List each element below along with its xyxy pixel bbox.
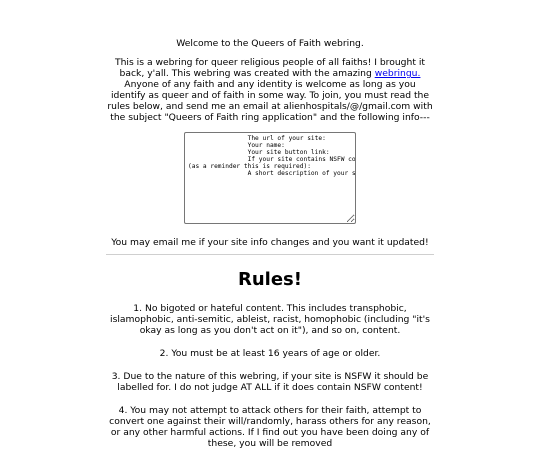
webringu-link[interactable]: webringu. xyxy=(374,68,421,79)
application-template-textarea[interactable] xyxy=(184,132,356,224)
divider xyxy=(106,254,434,255)
rule-item: 2. You must be at least 16 years of age or older. xyxy=(159,348,381,359)
rules-heading: Rules! xyxy=(238,269,302,290)
rule-item: 3. Due to the nature of this webring, if your site is NSFW it should be labelled for. I do not judge AT ALL if it does contain NSFW content! xyxy=(111,371,429,393)
page xyxy=(0,38,540,449)
application-template-container xyxy=(0,132,540,227)
intro-text-after: Anyone of any faith and any identity is welcome as long as you identify as queer and of faith in some way. To join, you must read the rules below, and send me an email at alienhospitals/@/gmail.com with the subject "Queers of Faith ring application" and the following info--- xyxy=(107,79,433,123)
intro-text-before: This is a webring for queer religious people of all faiths! I brought it back, y'all. This webring was created with the amazing xyxy=(114,57,426,79)
email-update-note: You may email me if your site info changes and you want it updated! xyxy=(111,237,429,248)
rule-item: 4. You may not attempt to attack others for their faith, attempt to convert one against their will/randomly, harass others for any reason, or any other harmful actions. If I find out you have been doing any of these, you will be removed xyxy=(109,405,431,449)
intro-paragraph xyxy=(0,57,540,123)
rule-item: 1. No bigoted or hateful content. This includes transphobic, islamophobic, anti-semitic, ableist, racist, homophobic (including "it's okay as long as you don't act on it"), and so on, content. xyxy=(110,303,430,336)
welcome-text: Welcome to the Queers of Faith webring. xyxy=(176,38,364,49)
